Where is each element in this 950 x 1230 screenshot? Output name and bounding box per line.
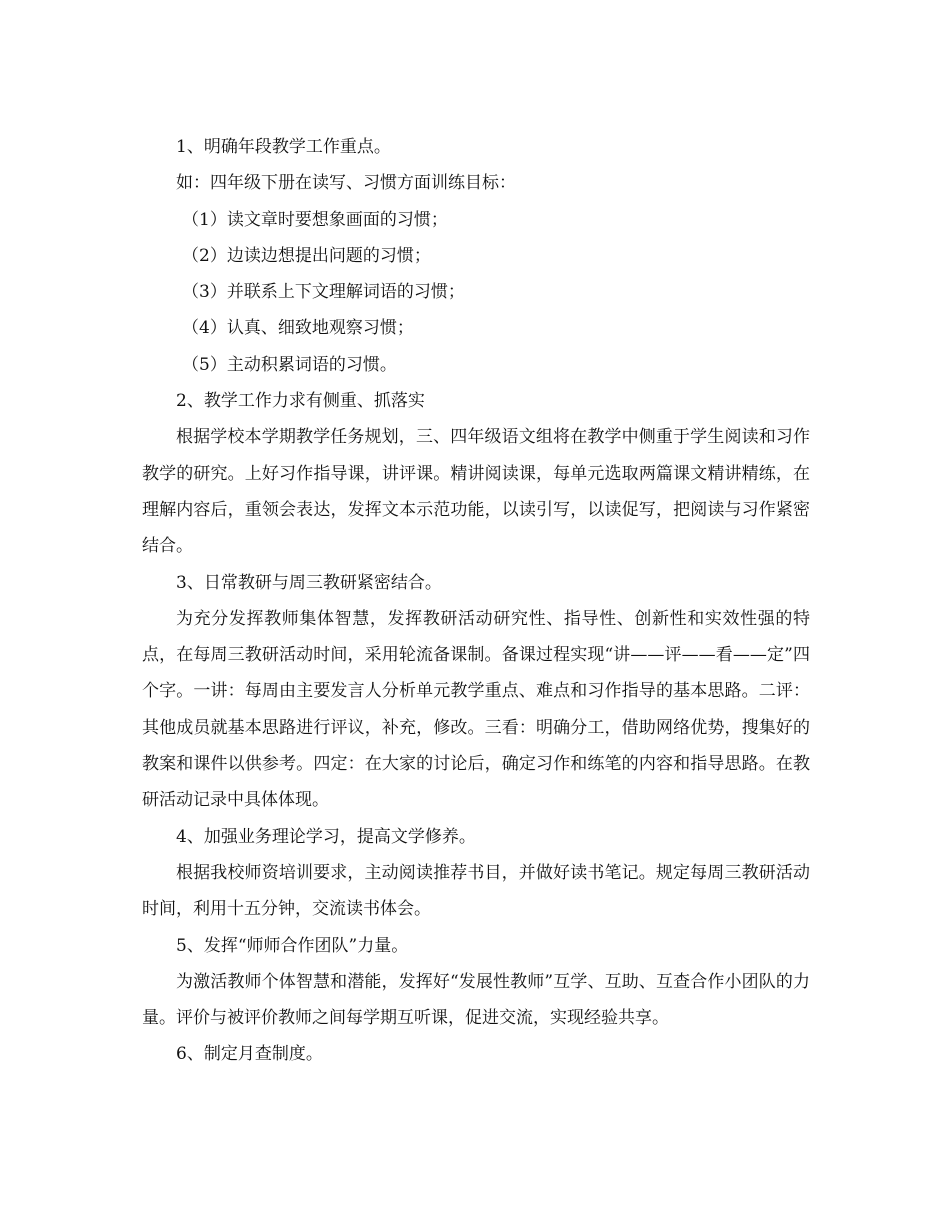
document-body [142, 129, 810, 1073]
body-paragraph-5: 为激活教师个体智慧和潜能，发挥好“发展性教师”互学、互助、互查合作小团队的力量。评价与被评价教师之间每学期互听课，促进交流，实现经验共享。 [142, 971, 810, 1029]
body-paragraph-4: 根据我校师资培训要求，主动阅读推荐书目，并做好读书笔记。规定每周三教研活动时间，利用十五分钟，交流读书体会。 [142, 862, 810, 920]
goal-item-2: （2）边读边想提出问题的习惯； [182, 245, 431, 266]
intro-line: 如：四年级下册在读写、习惯方面训练目标： [176, 173, 516, 194]
goal-item-3: （3）并联系上下文理解词语的习惯； [182, 282, 465, 303]
heading-item-6: 6、制定月查制度。 [176, 1044, 323, 1065]
body-paragraph-3: 为充分发挥教师集体智慧，发挥教研活动研究性、指导性、创新性和实效性强的特点，在每周三教研活动时间，采用轮流备课制。备课过程实现“讲——评——看——定”四个字。一讲：每周由主要发言人分析单元教学重点、难点和习作指导的基本思路。二评：其他成员就基本思路进行评议，补充，修改。三看：明确分工，借助网络优势，搜集好的教案和课件以供参考。四定：在大家的讨论后，确定习作和练笔的内容和指导思路。在教研活动记录中具体体现。 [142, 608, 810, 811]
heading-item-1: 1、明确年段教学工作重点。 [176, 137, 391, 157]
heading-item-4: 4、加强业务理论学习，提高文学修养。 [176, 826, 476, 847]
body-paragraph-2: 根据学校本学期教学任务规划，三、四年级语文组将在教学中侧重于学生阅读和习作教学的研究。上好习作指导课，讲评课。精讲阅读课，每单元选取两篇课文精讲精练，在理解内容后，重领会表达，发挥文本示范功能，以读引写，以读促写，把阅读与习作紧密结合。 [142, 427, 810, 557]
goal-item-4: （4）认真、细致地观察习惯； [182, 318, 414, 339]
goal-item-5: （5）主动积累词语的习惯。 [182, 354, 397, 375]
heading-item-3: 3、日常教研与周三教研紧密结合。 [176, 572, 442, 593]
heading-item-2: 2、教学工作力求有侧重、抓落实 [176, 391, 425, 412]
goal-item-1: （1）读文章时要想象画面的习惯； [182, 209, 448, 230]
heading-item-5: 5、发挥“师师合作团队”力量。 [176, 935, 409, 956]
